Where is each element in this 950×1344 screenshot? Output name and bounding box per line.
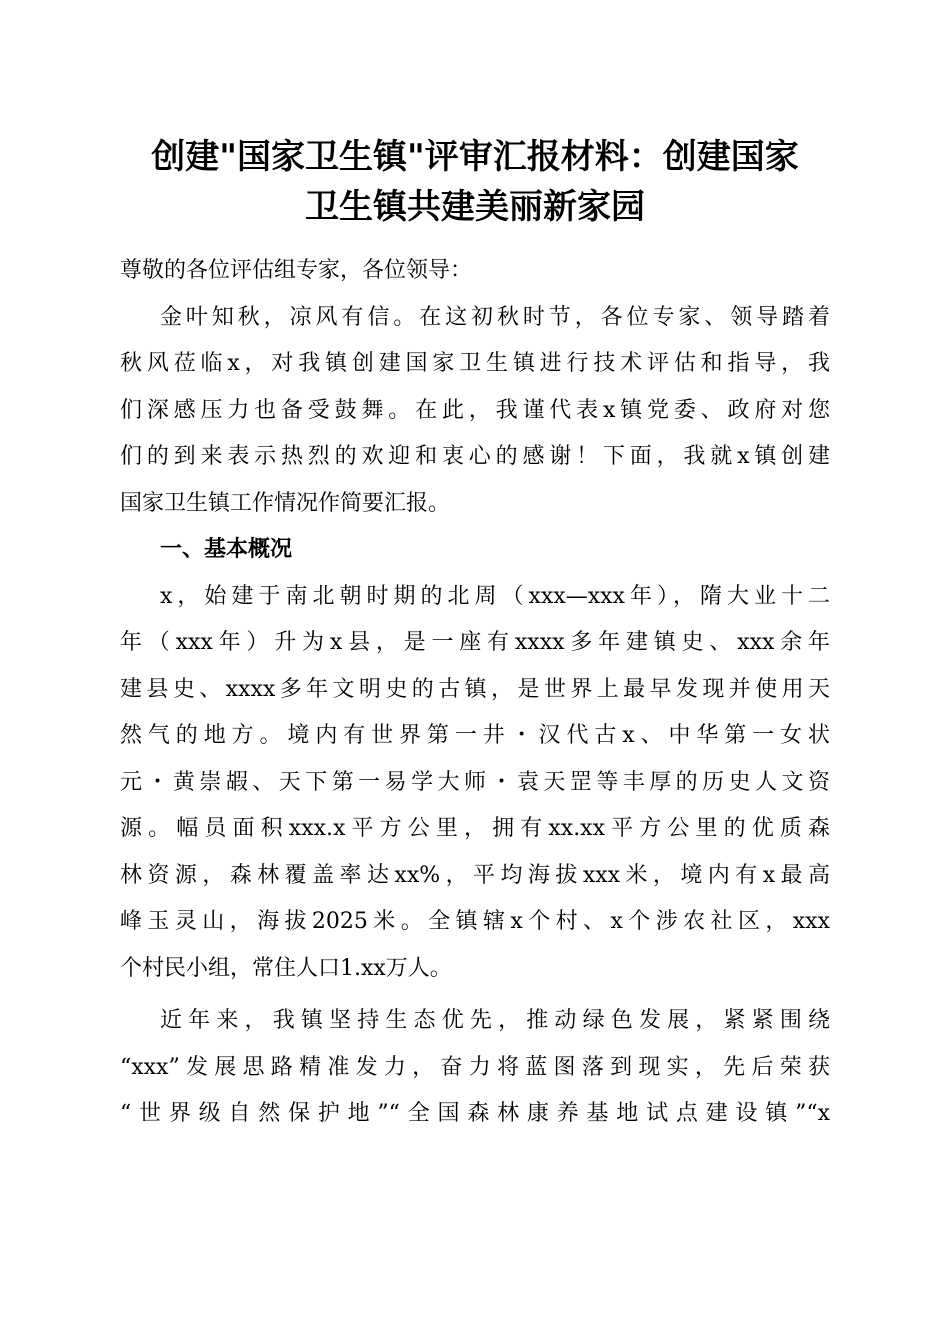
paragraph-line: 个村民小组，常住人口1.xx万人。 — [120, 955, 452, 981]
paragraph-line: 年（xxx年）升为x县，是一座有xxxx多年建镇史、xxx余年 — [120, 630, 830, 655]
document-body — [120, 248, 830, 1138]
paragraph-line: 元・黄崇嘏、天下第一易学大师・袁天罡等丰厚的历史人文资 — [120, 769, 830, 795]
section-heading-text: 一、基本概况 — [160, 537, 293, 562]
paragraph-line: 近年来，我镇坚持生态优先，推动绿色发展，紧紧围绕 — [160, 1008, 830, 1033]
paragraph-line: 峰玉灵山，海拔2025米。全镇辖x个村、x个涉农社区，xxx — [120, 909, 830, 934]
paragraph-line: 秋风莅临x，对我镇创建国家卫生镇进行技术评估和指导，我 — [120, 351, 830, 376]
paragraph-line: x，始建于南北朝时期的北周（xxx—xxx年），隋大业十二 — [160, 583, 830, 609]
paragraph-line: 国家卫生镇工作情况作简要汇报。 — [120, 490, 451, 516]
paragraph-line: “xxx”发展思路精准发力，奋力将蓝图落到现实，先后荣获 — [120, 1054, 830, 1080]
intro-paragraph — [120, 295, 830, 528]
salutation-text: 尊敬的各位评估组专家，各位领导： — [120, 258, 473, 283]
development-paragraph — [120, 998, 830, 1138]
paragraph-line: 然气的地方。境内有世界第一井・汉代古x、中华第一女状 — [120, 723, 830, 748]
paragraph-line: 建县史、xxxx多年文明史的古镇，是世界上最早发现并使用天 — [120, 676, 830, 702]
overview-paragraph — [120, 574, 830, 993]
title-line-2: 卫生镇共建美丽新家园 — [305, 187, 645, 227]
paragraph-line: “世界级自然保护地”“全国森林康养基地试点建设镇”“x — [120, 1101, 830, 1126]
document-title — [100, 132, 850, 232]
paragraph-line: 们的到来表示热烈的欢迎和衷心的感谢！下面，我就x镇创建 — [120, 444, 830, 469]
title-line-1: 创建"国家卫生镇"评审汇报材料：创建国家 — [151, 137, 799, 177]
paragraph-line: 林资源，森林覆盖率达xx%，平均海拔xxx米，境内有x最高 — [120, 862, 830, 888]
section-heading — [120, 527, 830, 574]
paragraph-line: 源。幅员面积xxx.x平方公里，拥有xx.xx平方公里的优质森 — [120, 816, 830, 841]
paragraph-line: 金叶知秋，凉风有信。在这初秋时节，各位专家、领导踏着 — [160, 304, 830, 330]
paragraph-line: 们深感压力也备受鼓舞。在此，我谨代表x镇党委、政府对您 — [120, 397, 830, 423]
salutation — [120, 248, 830, 295]
